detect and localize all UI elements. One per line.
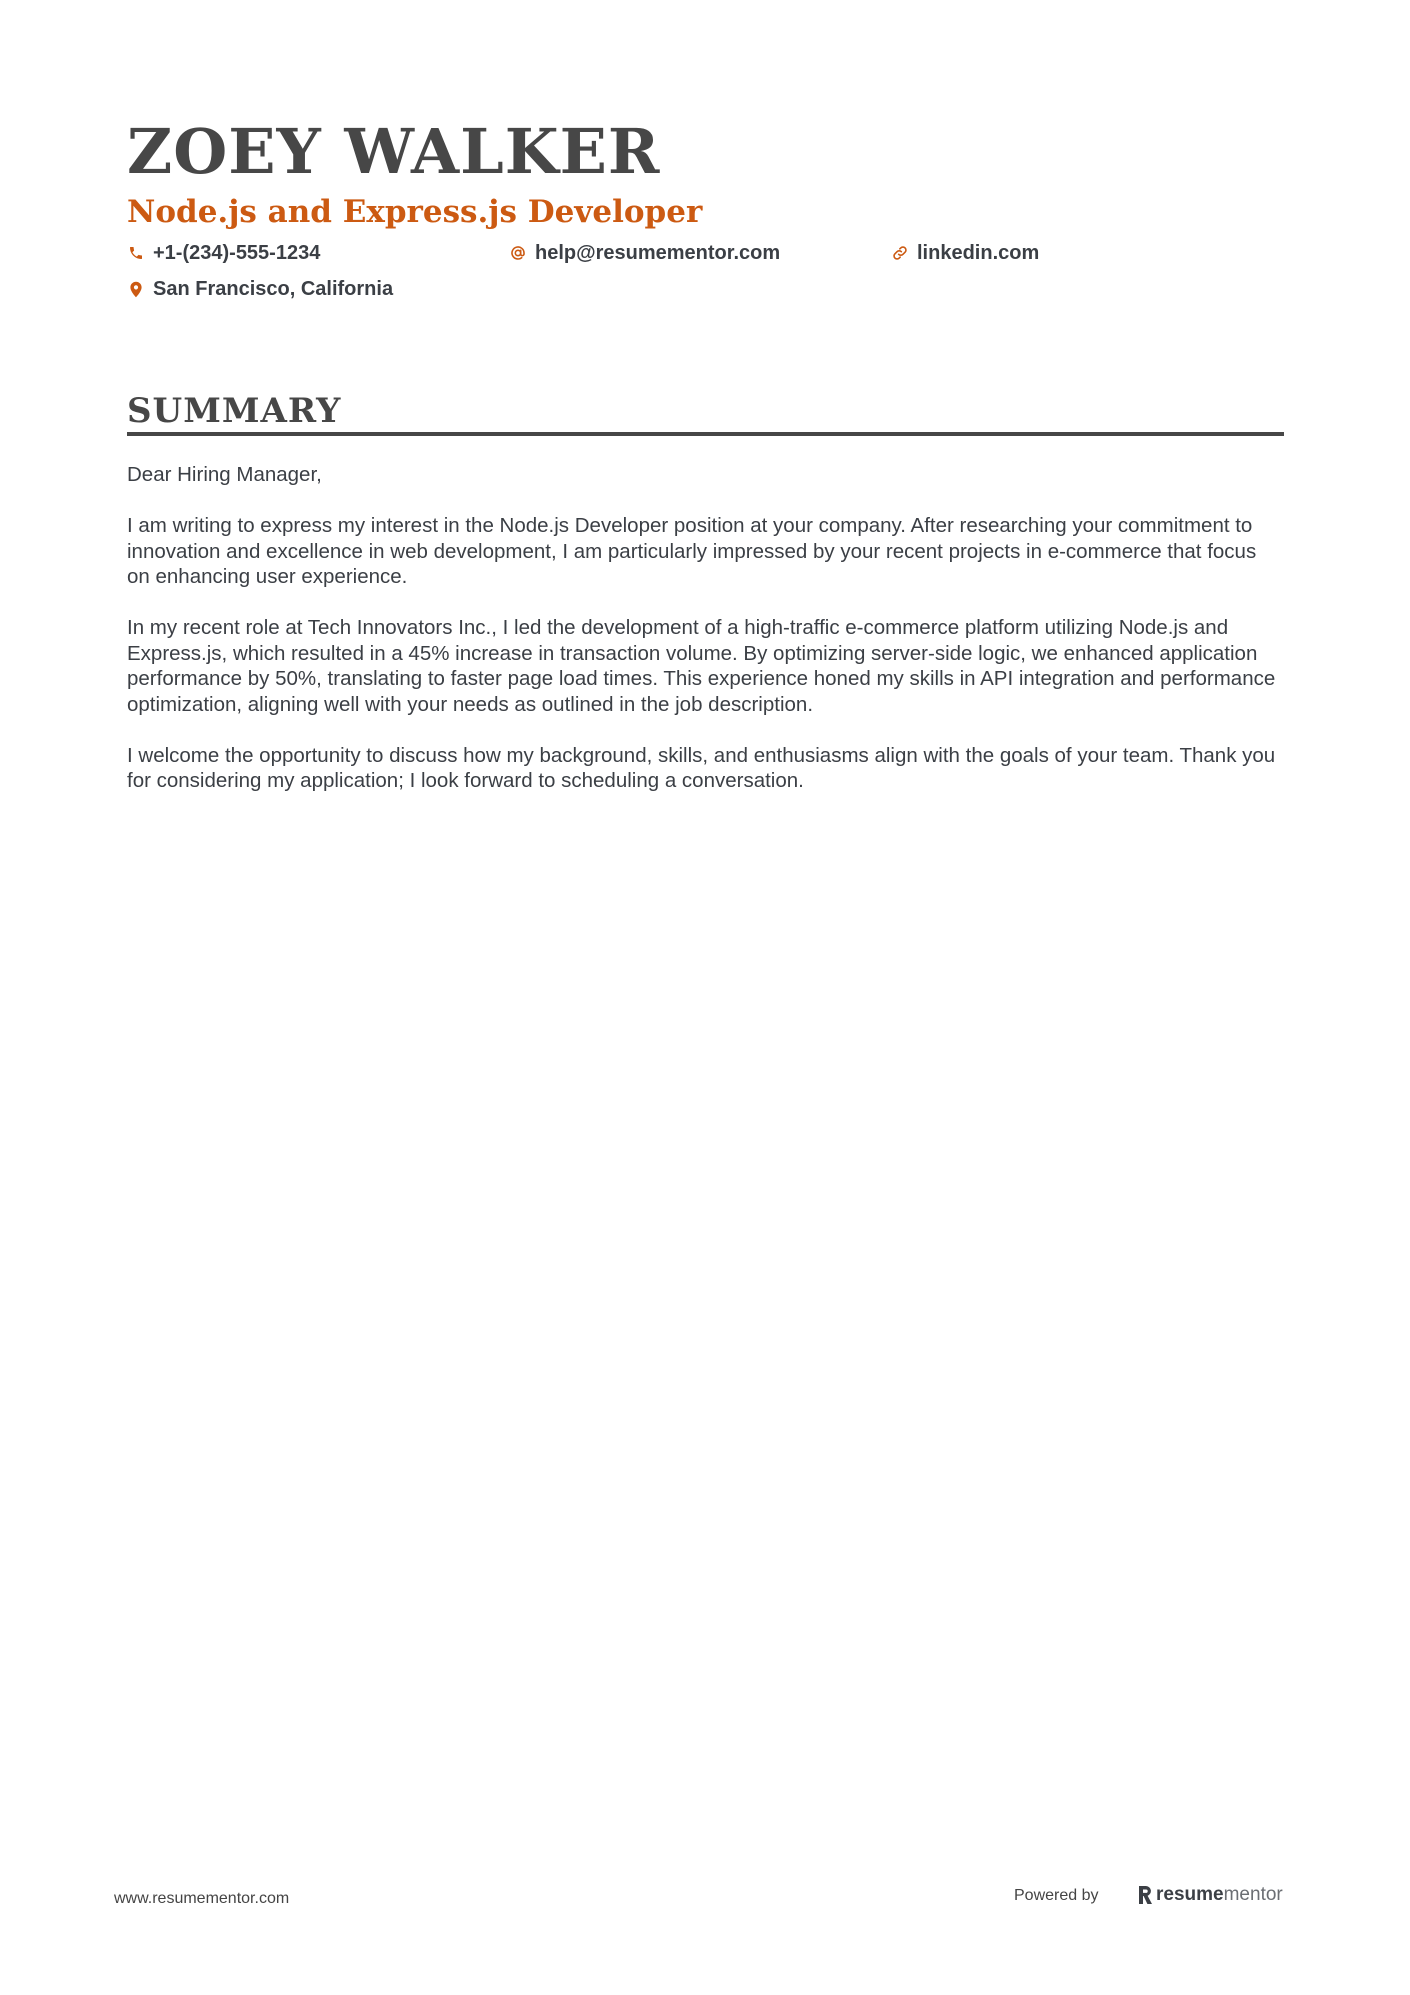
map-pin-icon bbox=[127, 280, 145, 298]
email-text[interactable]: help@resumementor.com bbox=[535, 242, 781, 264]
contact-email[interactable] bbox=[509, 239, 780, 267]
resumementor-logo-icon bbox=[1137, 1885, 1153, 1905]
section-divider bbox=[127, 432, 1284, 436]
summary-heading: SUMMARY bbox=[127, 391, 342, 431]
contact-location bbox=[127, 275, 393, 303]
logo-text-bold: resume bbox=[1156, 1884, 1224, 1905]
location-text: San Francisco, California bbox=[153, 278, 394, 300]
phone-text: +1-(234)-555-1234 bbox=[153, 242, 321, 264]
candidate-name: ZOEY WALKER bbox=[127, 115, 661, 188]
logo-text-light: mentor bbox=[1223, 1884, 1283, 1905]
resumementor-logo[interactable] bbox=[1137, 1883, 1283, 1907]
letter-paragraph: I am writing to express my interest in the Node.js Developer position at your company. After researching your commitment to innovation and excellence in web development, I am particularly impressed by your recent projects in e-commerce that focus on enhancing user experience. bbox=[127, 514, 1257, 588]
footer-website[interactable]: www.resumementor.com bbox=[114, 1890, 290, 1907]
footer-powered-by: Powered by bbox=[1014, 1887, 1099, 1904]
at-icon bbox=[509, 244, 527, 262]
link-icon bbox=[891, 244, 909, 262]
linkedin-text[interactable]: linkedin.com bbox=[917, 242, 1040, 264]
contact-phone bbox=[127, 239, 320, 267]
letter-paragraph: I welcome the opportunity to discuss how my background, skills, and enthusiasms align with the goals of your team. Thank you for considering my application; I look forward to scheduling a conversation. bbox=[127, 743, 1276, 792]
salutation: Dear Hiring Manager, bbox=[127, 463, 322, 486]
job-title: Node.js and Express.js Developer bbox=[127, 194, 703, 230]
phone-icon bbox=[127, 244, 145, 262]
letter-paragraph: In my recent role at Tech Innovators Inc., I led the development of a high-traffic e-commerce platform utilizing Node.js and Express.js, which resulted in a 45% increase in transaction volume. By optimizing server-side logic, we enhanced application performance by 50%, translating to faster page load times. This experience honed my skills in API integration and performance optimization, aligning well with your needs as outlined in the job description. bbox=[127, 616, 1276, 716]
contact-linkedin[interactable] bbox=[891, 239, 1039, 267]
cover-letter-body bbox=[127, 462, 1284, 819]
